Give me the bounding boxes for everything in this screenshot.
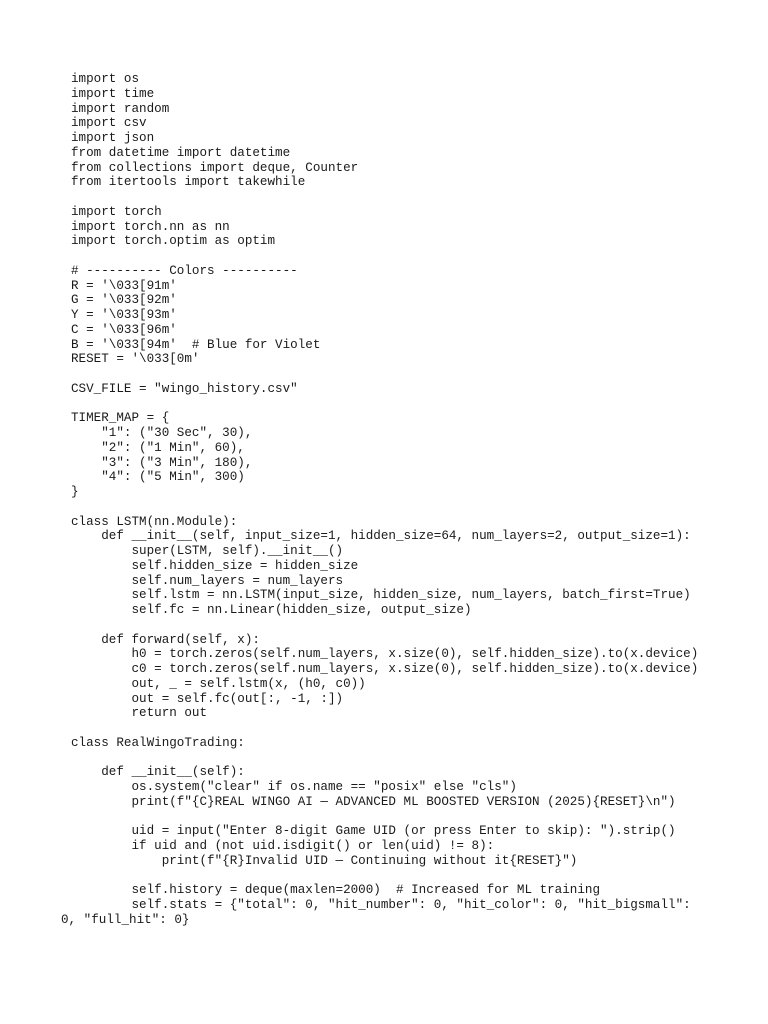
blank-line [71, 397, 731, 412]
code-line: class RealWingoTrading: [71, 735, 245, 750]
blank-line [71, 367, 731, 382]
code-line: R = '\033[91m' [71, 278, 177, 293]
code-line: out, _ = self.lstm(x, (h0, c0)) [71, 676, 366, 691]
blank-line [71, 810, 731, 825]
code-line: print(f"{C}REAL WINGO AI — ADVANCED ML BOOSTED VERSION (2025){RESET}\n") [71, 794, 676, 809]
code-line: os.system("clear" if os.name == "posix" else "cls") [71, 780, 517, 794]
code-line: from itertools import takewhile [71, 175, 306, 190]
code-line: from collections import deque, Counter [71, 160, 359, 175]
code-line: print(f"{R}Invalid UID — Continuing without it{RESET}") [71, 853, 578, 868]
code-line: "2": ("1 Min", 60), [71, 440, 245, 455]
code-line: RESET = '\033[0m' [71, 352, 200, 367]
blank-line [71, 249, 731, 264]
code-line: def __init__(self, input_size=1, hidden_size=64, num_layers=2, output_size=1): [71, 529, 691, 544]
code-line: super(LSTM, self).__init__() [71, 544, 344, 558]
code-line: "3": ("3 Min", 180), [71, 455, 253, 470]
code-line: self.lstm = nn.LSTM(input_size, hidden_size, num_layers, batch_first=True) [71, 588, 691, 603]
code-line: def __init__(self): [71, 765, 245, 780]
blank-line [71, 618, 731, 633]
code-line: CSV_FILE = "wingo_history.csv" [71, 381, 298, 396]
code-line-wrapped: 0, "full_hit": 0} [61, 912, 190, 927]
code-line: C = '\033[96m' [71, 322, 177, 337]
code-line: } [71, 485, 79, 499]
blank-line [71, 190, 731, 205]
code-line: self.num_layers = num_layers [71, 573, 344, 588]
code-line: import os [71, 72, 140, 86]
code-line: uid = input("Enter 8-digit Game UID (or press Enter to skip): ").strip() [71, 824, 676, 839]
code-line: def forward(self, x): [71, 632, 260, 647]
code-line: if uid and (not uid.isdigit() or len(uid) != 8): [71, 839, 495, 853]
code-line: import torch [71, 204, 162, 219]
code-line: self.history = deque(maxlen=2000) # Increased for ML training [71, 883, 601, 898]
code-line: self.hidden_size = hidden_size [71, 558, 359, 573]
code-line: TIMER_MAP = { [71, 411, 170, 426]
code-line: "4": ("5 Min", 300) [71, 470, 245, 485]
code-line: h0 = torch.zeros(self.num_layers, x.size(0), self.hidden_size).to(x.device) [71, 647, 699, 662]
code-line: self.fc = nn.Linear(hidden_size, output_size) [71, 603, 472, 617]
code-line: import torch.optim as optim [71, 234, 276, 249]
code-line: import csv [71, 116, 147, 131]
code-listing [61, 72, 731, 928]
code-line: import torch.nn as nn [71, 219, 230, 234]
code-line: class LSTM(nn.Module): [71, 514, 238, 529]
code-line: self.stats = {"total": 0, "hit_number": 0, "hit_color": 0, "hit_bigsmall": [71, 898, 691, 912]
blank-line [71, 721, 731, 736]
code-line: from datetime import datetime [71, 145, 291, 160]
code-line: c0 = torch.zeros(self.num_layers, x.size(0), self.hidden_size).to(x.device) [71, 662, 699, 676]
code-line: import random [71, 101, 170, 116]
code-line: out = self.fc(out[:, -1, :]) [71, 691, 344, 706]
blank-line [71, 869, 731, 884]
code-line: import json [71, 131, 155, 145]
code-line: B = '\033[94m' # Blue for Violet [71, 337, 321, 352]
code-line: return out [71, 706, 208, 721]
code-line: import time [71, 86, 155, 101]
code-line: G = '\033[92m' [71, 293, 177, 308]
code-line: "1": ("30 Sec", 30), [71, 426, 253, 440]
code-line: # ---------- Colors ---------- [71, 263, 298, 278]
code-line: Y = '\033[93m' [71, 308, 177, 322]
blank-line [71, 751, 731, 766]
blank-line [71, 500, 731, 515]
